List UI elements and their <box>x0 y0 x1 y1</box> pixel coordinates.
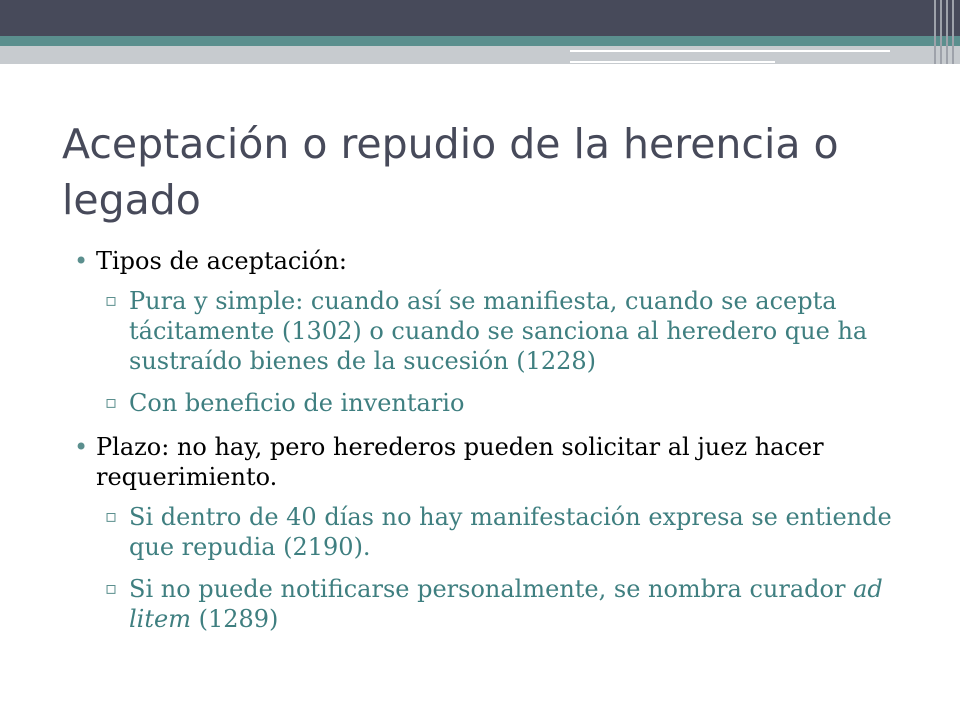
header-gray-stripe <box>0 46 960 64</box>
sub-bullet-text: Si no puede notificarse personalmente, se nombra curador <box>129 575 854 603</box>
header-divider-line <box>570 61 775 63</box>
sub-bullet-item <box>129 574 916 634</box>
sub-bullet-list <box>129 502 916 634</box>
header-accent-stripe <box>0 36 960 46</box>
header-band <box>0 0 960 36</box>
sub-bullet-item: ▫ Pura y simple: cuando así se manifiesta, cuando se acepta tácitamente (1302) o cuando se sanciona al heredero que ha sustraído bienes de la sucesión (1228) <box>129 286 916 376</box>
sub-bullet-text: (1289) <box>190 605 279 633</box>
slide-body <box>96 246 916 648</box>
slide-title: Aceptación o repudio de la herencia o legado <box>62 120 839 224</box>
latin-term: ad litem <box>129 575 883 633</box>
header-vertical-stripes <box>930 0 960 64</box>
header-divider-line <box>570 50 890 52</box>
bullet-item: • Tipos de aceptación: <box>96 246 916 276</box>
bullet-item: • Plazo: no hay, pero herederos pueden solicitar al juez hacer requerimiento. <box>96 432 916 492</box>
sub-bullet-item: ▫ Con beneficio de inventario <box>129 388 916 418</box>
sub-bullet-item: ▫ Si dentro de 40 días no hay manifestación expresa se entiende que repudia (2190). <box>129 502 916 562</box>
sub-bullet-list <box>129 286 916 418</box>
